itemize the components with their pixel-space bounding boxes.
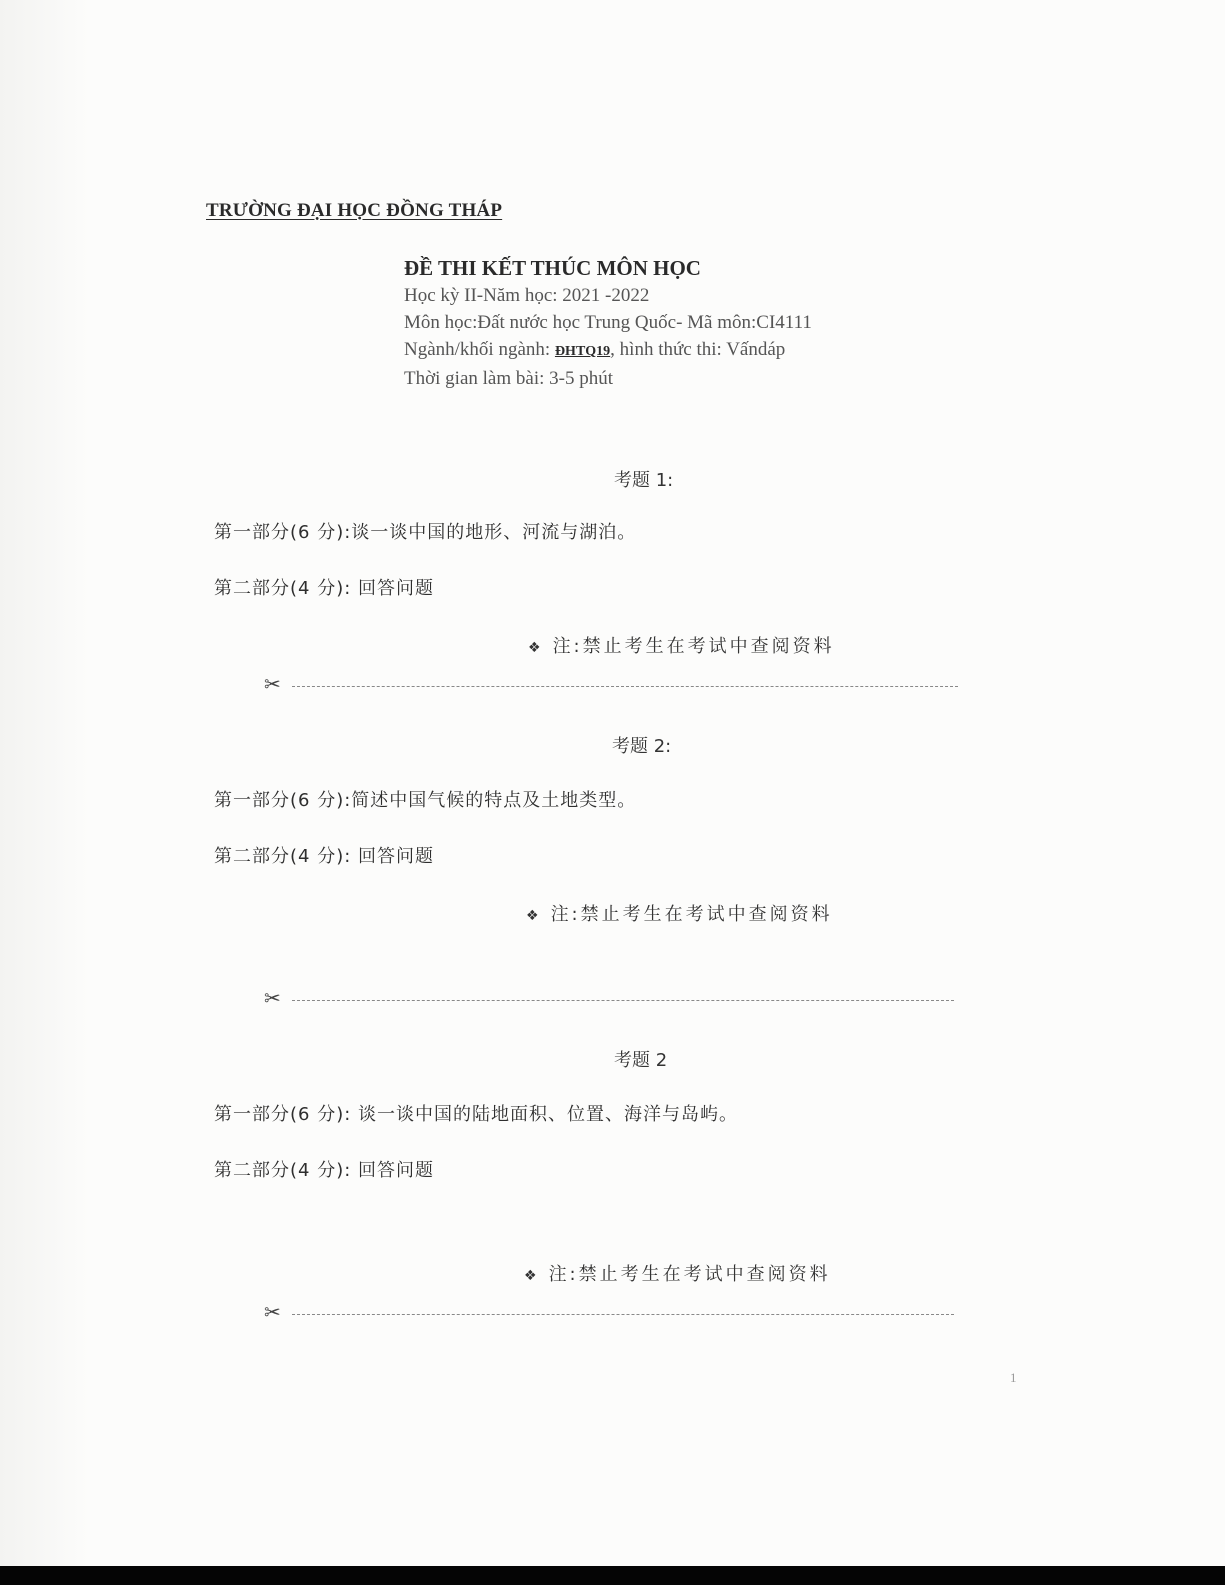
semester-line: Học kỳ II-Năm học: 2021 -2022 [404,285,650,306]
cut-line-dashes [292,1314,954,1315]
diamond-bullet-icon: ❖ [528,640,541,656]
question-3-title: 考题 2 [614,1050,668,1071]
scan-edge-shadow [0,0,90,1585]
question-3-note-text: 注:禁止考生在考试中查阅资料 [548,1264,831,1285]
scissors-icon: ✂ [264,672,281,696]
question-1-part-2: 第二部分(4 分): 回答问题 [214,578,435,599]
page-number: 1 [1010,1370,1017,1385]
question-1-title: 考题 1: [614,470,674,491]
scissors-icon: ✂ [264,986,281,1010]
question-2-note-text: 注:禁止考生在考试中查阅资料 [550,904,833,925]
question-3-note [524,1260,831,1286]
scan-bottom-border [0,1566,1225,1585]
diamond-bullet-icon: ❖ [526,908,539,924]
major-suffix: , hình thức thi: Vấndáp [610,339,786,360]
question-1-note-text: 注:禁止考生在考试中查阅资料 [552,636,835,657]
question-2-note [526,900,833,926]
major-line [404,336,812,365]
question-3-part-1: 第一部分(6 分): 谈一谈中国的陆地面积、位置、海洋与岛屿。 [214,1104,739,1125]
question-2-title: 考题 2: [612,736,672,757]
duration-line: Thời gian làm bài: 3-5 phút [404,368,613,389]
question-1-note [528,632,835,658]
cut-line-3 [264,1300,954,1324]
question-3-part-2: 第二部分(4 分): 回答问题 [214,1160,435,1181]
diamond-bullet-icon: ❖ [524,1268,537,1284]
exam-title: ĐỀ THI KẾT THÚC MÔN HỌC [404,256,701,280]
major-prefix: Ngành/khối ngành: [404,339,555,360]
course-line: Môn học:Đất nước học Trung Quốc- Mã môn:CI4111 [404,312,812,333]
cut-line-dashes [292,1000,954,1001]
question-1-part-1: 第一部分(6 分):谈一谈中国的地形、河流与湖泊。 [214,522,637,543]
cut-line-2 [264,986,954,1010]
question-2-part-2: 第二部分(4 分): 回答问题 [214,846,435,867]
major-code: ĐHTQ19 [554,344,611,359]
cut-line-1 [264,672,958,696]
scissors-icon: ✂ [264,1300,281,1324]
cut-line-dashes [292,686,958,687]
question-2-part-1: 第一部分(6 分):简述中国气候的特点及土地类型。 [214,790,637,811]
exam-header [404,254,812,392]
university-name: TRƯỜNG ĐẠI HỌC ĐỒNG THÁP [206,200,503,221]
